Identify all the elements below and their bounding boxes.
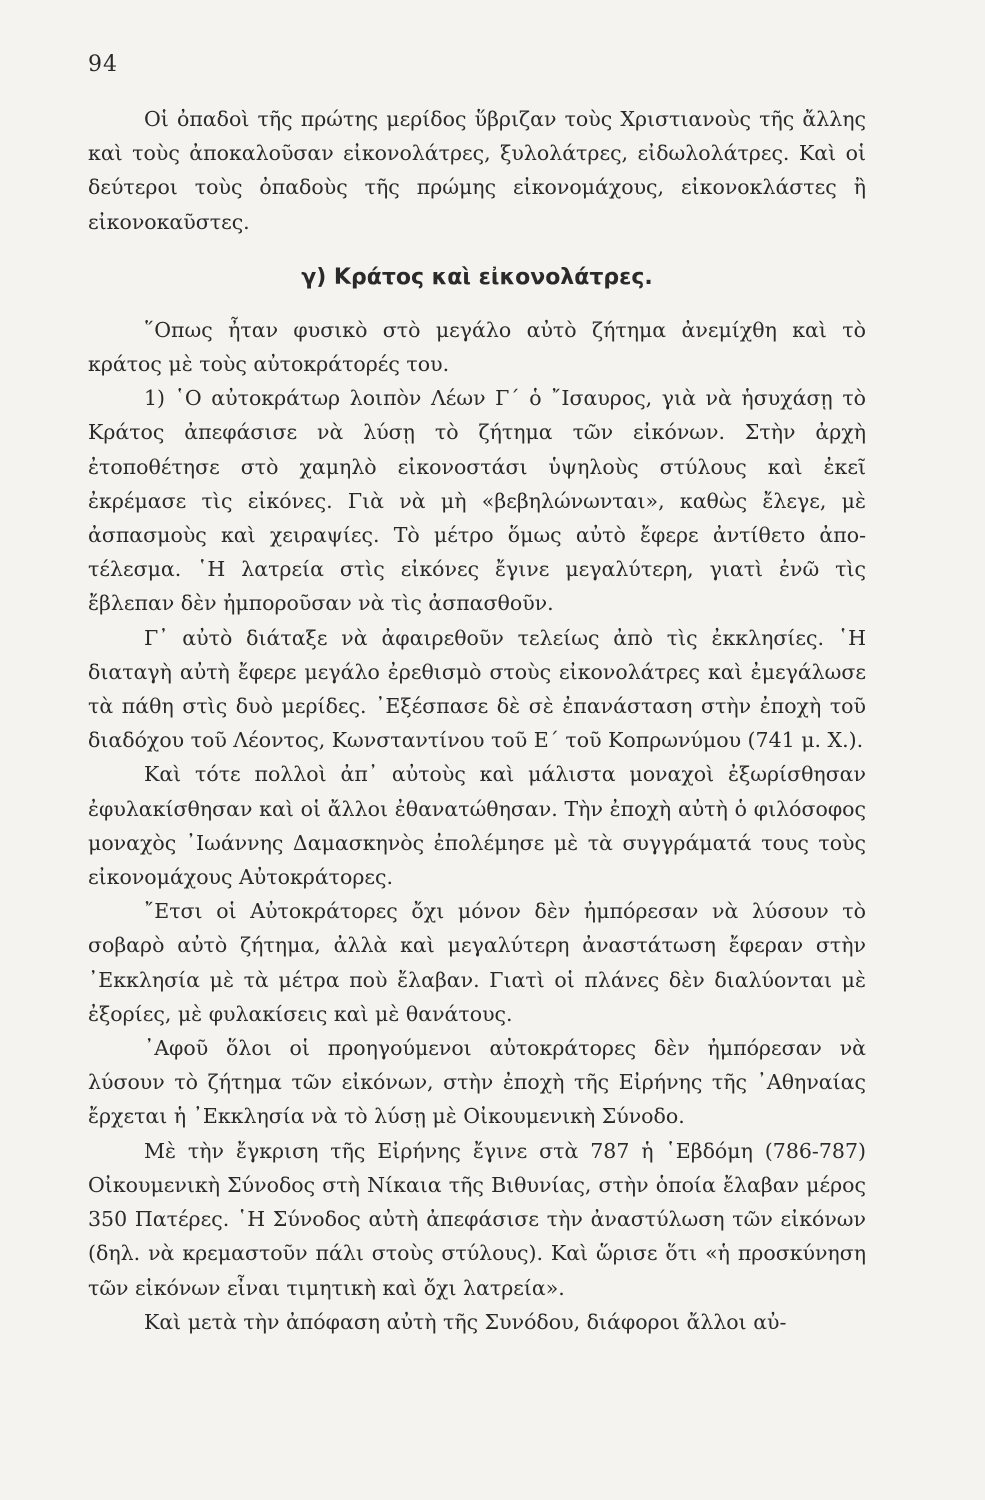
body-text xyxy=(88,102,866,1339)
paragraph: ῎Ετσι οἱ Αὐτοκράτορες ὄχι μόνον δὲν ἠμπόρεσαν νὰ λύσουν τὸ σοβαρὸ αὐτὸ ζήτημα, ἀλλὰ καὶ μεγαλύτερη ἀναστάτωση ἔφεραν στὴν ᾿Εκκλησία μὲ τὰ μέτρα ποὺ ἔλαβαν. Γιατὶ οἱ πλάνες δὲν διαλύονται μὲ ἐξορίες, μὲ φυλακίσεις καὶ μὲ θανάτους. xyxy=(88,899,866,1026)
intro-paragraph: Οἱ ὀπαδοὶ τῆς πρώτης μερίδος ὕβριζαν τοὺς Χριστιανοὺς τῆς ἄλλης καὶ τοὺς ἀποκαλοῦσαν εἰκονολάτρες, ξυλολάτρες, εἰδωλολάτρες. Καὶ οἱ δεύτεροι τοὺς ὀπαδοὺς τῆς πρώμης εἰκονομάχους, εἰκονοκλάστες ἢ εἰκονοκαῦστες. xyxy=(88,107,866,234)
section-heading: γ) Κράτος καὶ εἰκονολάτρες. xyxy=(301,264,653,290)
page-number: 94 xyxy=(88,52,118,77)
paragraph: Καὶ τότε πολλοὶ ἀπ᾽ αὐτοὺς καὶ μάλιστα μοναχοὶ ἐξωρίσθησαν ἐφυλακίσθησαν καὶ οἱ ἄλλοι ἐθανατώθησαν. Τὴν ἐποχὴ αὐτὴ ὁ φιλόσοφος μοναχὸς ᾿Ιωάννης Δαμασκηνὸς ἐπολέμησε μὲ τὰ συγγράματά τους τοὺς εἰκονομάχους Αὐτοκράτορες. xyxy=(88,762,866,890)
paragraph: Μὲ τὴν ἔγκριση τῆς Εἰρήνης ἔγινε στὰ 787 ἡ ῾Εβδόμη (786-787) Οἰκουμενικὴ Σύνοδος στὴ Νίκαια τῆς Βιθυνίας, στὴν ὁποία ἔλαβαν μέρος 350 Πατέρες. ῾Η Σύνοδος αὐτὴ ἀπεφάσισε τὴν ἀναστύλωση τῶν εἰκόνων (δηλ. νὰ κρεμαστοῦν πάλι στοὺς στύλους). Καὶ ὥρισε ὅτι «ἡ προσκύνηση τῶν εἰκόνων εἶναι τιμητικὴ καὶ ὄχι λατρεία». xyxy=(88,1138,866,1300)
paragraph: 1) ῾Ο αὐτοκράτωρ λοιπὸν Λέων Γ΄ ὁ ῎Ισαυρος, γιὰ νὰ ἡσυχάσῃ τὸ Κράτος ἀπεφάσισε νὰ λύσῃ τὸ ζήτημα τῶν εἰκόνων. Στὴν ἀρχὴ ἐτοποθέτησε στὸ χαμηλὸ εἰκονοστάσι ὑψηλοὺς στύλους καὶ ἐκεῖ ἐκρέμασε τὶς εἰκόνες. Γιὰ νὰ μὴ «βεβηλώνωνται», καθὼς ἔλεγε, μὲ ἀσπασμοὺς καὶ χειραψίες. Τὸ μέτρο ὅμως αὐτὸ ἔφερε ἀντίθετο ἀποτέλεσμα. ῾Η λατρεία στὶς εἰκόνες ἔγινε μεγαλύτερη, γιατὶ ἐνῶ τὶς ἔβλεπαν δὲν ἠμποροῦσαν νὰ τὶς ἀσπασθοῦν. xyxy=(88,386,866,616)
paragraph-continued: Καὶ μετὰ τὴν ἀπόφαση αὐτὴ τῆς Συνόδου, διάφοροι ἄλλοι αὐ- xyxy=(144,1309,787,1334)
paragraph: ῞Οπως ἦταν φυσικὸ στὸ μεγάλο αὐτὸ ζήτημα ἀνεμίχθη καὶ τὸ κράτος μὲ τοὺς αὐτοκράτορές του. xyxy=(88,317,866,377)
paragraph: ᾿Αφοῦ ὅλοι οἱ προηγούμενοι αὐτοκράτορες δὲν ἠμπόρεσαν νὰ λύσουν τὸ ζήτημα τῶν εἰκόνων, στὴν ἐποχὴ τῆς Εἰρήνης τῆς ᾿Αθηναίας ἔρχεται ἡ ᾿Εκκλησία νὰ τὸ λύσῃ μὲ Οἰκουμενικὴ Σύνοδο. xyxy=(88,1036,866,1129)
paragraph: Γ᾽ αὐτὸ διάταξε νὰ ἀφαιρεθοῦν τελείως ἀπὸ τὶς ἐκκλησίες. ῾Η διαταγὴ αὐτὴ ἔφερε μεγάλο ἐρεθισμὸ στοὺς εἰκονολάτρες καὶ ἐμεγάλωσε τὰ πάθη στὶς δυὸ μερίδες. ᾿Εξέσπασε δὲ σὲ ἐπανάσταση στὴν ἐποχὴ τοῦ διαδόχου τοῦ Λέοντος, Κωνσταντίνου τοῦ Ε΄ τοῦ Κοπρωνύμου (741 μ. Χ.). xyxy=(88,625,866,753)
